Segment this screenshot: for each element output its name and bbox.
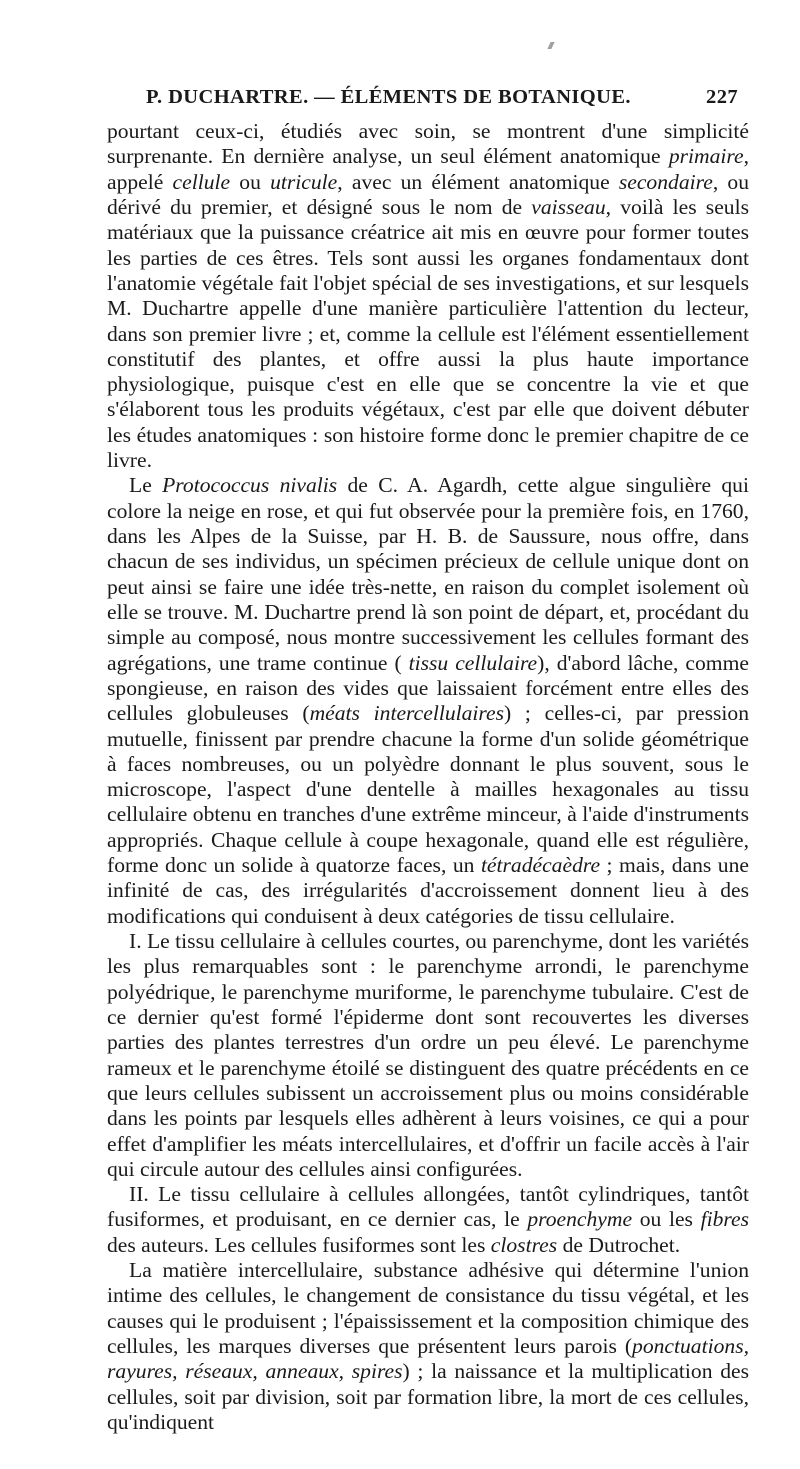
text-run: pourtant ceux-ci, étudiés avec soin, se montrent d'une simplicité surprenante. En dernière analyse, un seul élément anatomique xyxy=(107,119,749,169)
italic-term: clostres xyxy=(490,1232,558,1257)
italic-term: utricule xyxy=(270,169,338,194)
italic-term: proenchyme xyxy=(527,1207,633,1232)
text-run: La matière intercellulaire, substance adhésive qui détermine l'union intime des cellules, le changement de consistance du tissu végétal, et les causes qui le produisent ; l'épaississement et la composition chimique des cellules, les marques diverses que présentent leurs parois ( xyxy=(107,1258,749,1358)
text-run: ou les xyxy=(632,1207,701,1232)
italic-term: tétradécaèdre xyxy=(480,853,601,878)
text-run: , avec un élément anatomique xyxy=(337,169,619,194)
text-run: ) ; la naissance et la multiplication des cellules, soit par division, soit par formation libre, la mort de ces cellules, qu'indiquent xyxy=(107,1359,749,1434)
italic-term: vaisseau xyxy=(531,194,606,219)
page-number: 227 xyxy=(706,86,738,108)
italic-term: cellule xyxy=(172,169,231,194)
running-header xyxy=(146,86,738,114)
paragraph xyxy=(107,1182,749,1258)
text-run: , voilà les seuls matériaux que la puissance créatrice ait mis en œuvre pour former toutes les parties de ces êtres. Tels sont aussi les organes fondamentaux dont l'anatomie végétale fait l'objet spécial de ses investigations, et sur lesquels M. Duchartre appelle d'une manière particulière l'attention du lecteur, dans son premier livre ; et, comme la cellule est l'élément essentiellement constitutif des plantes, et offre aussi la plus haute importance physiologique, puisque c'est en elle que se concentre la vie et que s'élaborent tous les produits végétaux, c'est par elle que doivent débuter les études anatomiques : son histoire forme donc le premier chapitre de ce livre. xyxy=(107,194,749,473)
italic-term: secondaire xyxy=(618,169,713,194)
text-run: , appelé xyxy=(107,144,749,194)
paragraph xyxy=(107,929,749,1182)
text-run: ou xyxy=(230,169,271,194)
text-run: II. Le tissu cellulaire à cellules allongées, tantôt cylindriques, tantôt fusiformes, et produisant, en ce dernier cas, le xyxy=(107,1182,749,1232)
italic-term: tissu cellulaire xyxy=(408,650,538,675)
italic-term: méats intercellulaires xyxy=(309,701,505,726)
body-text xyxy=(107,119,749,1435)
paragraph xyxy=(107,473,749,929)
text-run: I. Le tissu cellulaire à cellules courtes, ou parenchyme, dont les variétés les plus remarquables sont : le parenchyme arrondi, le parenchyme polyédrique, le parenchyme muriforme, le parenchyme tubulaire. C'est de ce dernier qu'est formé l'épiderme dont sont recouvertes les diverses parties des plantes terrestres d'un ordre un peu élevé. Le parenchyme rameux et le parenchyme étoilé se distinguent des quatre précédents en ce que leurs cellules subissent un accroissement plus ou moins considérable dans les points par lesquels elles adhèrent à leurs voisines, ce qui a pour effet d'amplifier les méats intercellulaires, et d'offrir un facile accès à l'air qui circule autour des cellules ainsi configurées. xyxy=(107,929,749,1181)
italic-term: primaire xyxy=(668,144,744,169)
text-run: Le xyxy=(129,473,163,498)
text-run: de Dutrochet. xyxy=(557,1232,681,1257)
italic-term: ponctuations, rayures, réseaux, anneaux, spires xyxy=(107,1334,749,1384)
italic-term: fibres xyxy=(700,1207,749,1232)
text-run: des auteurs. Les cellules fusiformes sont les xyxy=(107,1232,491,1257)
paragraph xyxy=(107,119,749,473)
text-run: ) ; celles-ci, par pression mutuelle, finissent par prendre chacune la forme d'un solide géométrique à faces nombreuses, ou un polyèdre donnant le plus souvent, sous le microscope, l'aspect d'une dentelle à mailles hexagonales au tissu cellulaire obtenu en tranches d'une extrême minceur, à l'aide d'instruments appropriés. Chaque cellule à coupe hexagonale, quand elle est régulière, forme donc un solide à quatorze faces, un xyxy=(107,701,749,878)
text-run: ; mais, dans une infinité de cas, des irrégularités d'accroissement donnent lieu à des modifications qui conduisent à deux catégories de tissu cellulaire. xyxy=(107,853,749,928)
ink-speck xyxy=(547,42,554,49)
running-title: P. DUCHARTRE. — ÉLÉMENTS DE BOTANIQUE. xyxy=(146,86,631,108)
italic-term: Protococcus nivalis xyxy=(162,473,338,498)
text-run: de C. A. Agardh, cette algue singulière qui colore la neige en rose, et qui fut observée pour la première fois, en 1760, dans les Alpes de la Suisse, par H. B. de Saussure, nous offre, dans chacun de ses individus, un spécimen précieux de cellule unique dont on peut ainsi se faire une idée très-nette, en raison du complet isolement où elle se trouve. M. Duchartre prend là son point de départ, et, procédant du simple au composé, nous montre successivement les cellules formant des agrégations, une trame continue ( xyxy=(107,473,749,675)
text-run: ), d'abord lâche, comme spongieuse, en raison des vides que laissaient forcément entre elles des cellules globuleuses ( xyxy=(107,650,749,726)
paragraph xyxy=(107,1258,749,1435)
text-run: , ou dérivé du premier, et désigné sous le nom de xyxy=(107,169,749,219)
